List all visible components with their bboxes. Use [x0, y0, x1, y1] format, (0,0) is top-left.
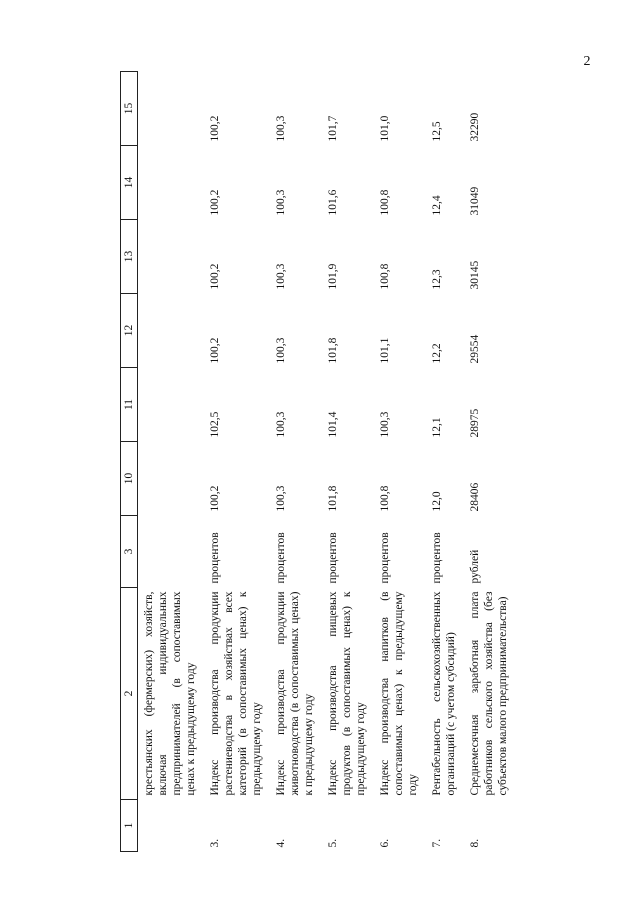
value-cell: 100,3 [275, 337, 287, 364]
row-number: 4. [275, 838, 287, 848]
value-cell: 100,8 [379, 189, 391, 216]
table-header-row [121, 72, 138, 852]
unit-cell: процентов [209, 532, 221, 584]
table-body [121, 72, 513, 852]
row-number: 6. [379, 838, 391, 848]
unit-cell: процентов [379, 532, 391, 584]
indicator-name: Среднемесячная заработная плата работников сельского хозяйства (без субъектов малого предпринимательства) [469, 591, 509, 796]
row-number: 7. [431, 838, 443, 848]
indicator-name: Индекс производства продукции растениеводства в хозяйствах всех категорий (в сопоставимых ценах) к предыдущему году [209, 591, 263, 796]
value-cell: 100,3 [275, 115, 287, 142]
unit-cell: процентов [431, 532, 443, 584]
continuation-row [138, 72, 201, 852]
value-cell: 101,4 [327, 411, 339, 438]
header-cell: 3 [121, 516, 138, 588]
header-cell: 12 [121, 294, 138, 368]
value-cell: 100,2 [209, 485, 221, 512]
value-cell: 100,3 [275, 189, 287, 216]
value-cell: 12,2 [431, 343, 443, 364]
value-cell: 101,9 [327, 263, 339, 290]
value-cell: 102,5 [209, 411, 221, 438]
value-cell: 101,0 [379, 115, 391, 142]
indicator-name: Индекс производства продукции животноводства (в сопоставимых ценах) к предыдущему году [275, 591, 315, 796]
row-number: 3. [209, 838, 221, 848]
value-cell: 30145 [469, 260, 481, 290]
table-row [200, 72, 266, 852]
value-cell: 12,0 [431, 491, 443, 512]
table-row [266, 72, 318, 852]
value-cell: 100,2 [209, 189, 221, 216]
header-cell: 1 [121, 800, 138, 852]
value-cell: 101,7 [327, 115, 339, 142]
value-cell: 101,8 [327, 485, 339, 512]
unit-cell: процентов [327, 532, 339, 584]
value-cell: 31049 [469, 186, 481, 216]
indicator-name: Индекс производства напитков (в сопоставимых ценах) к предыдущему году [379, 591, 419, 796]
value-cell: 100,3 [379, 411, 391, 438]
value-cell: 12,5 [431, 121, 443, 142]
header-cell: 11 [121, 368, 138, 442]
unit-cell: процентов [275, 532, 287, 584]
indicator-name: Индекс производства пищевых продуктов (в сопоставимых ценах) к предыдущему году [327, 591, 367, 796]
value-cell: 100,8 [379, 263, 391, 290]
unit-cell: рублей [469, 549, 481, 584]
value-cell: 29554 [469, 334, 481, 364]
indicator-table [120, 71, 512, 852]
header-cell: 15 [121, 72, 138, 146]
table-row [460, 72, 512, 852]
header-cell: 14 [121, 146, 138, 220]
continuation-text: крестьянских (фермерских) хозяйств, включая индивидуальных предпринимателей (в сопоставимых ценах к предыдущему году [143, 591, 197, 796]
table-row [422, 72, 460, 852]
value-cell: 100,8 [379, 485, 391, 512]
value-cell: 100,2 [209, 337, 221, 364]
value-cell: 12,3 [431, 269, 443, 290]
value-cell: 100,2 [209, 263, 221, 290]
value-cell: 100,3 [275, 411, 287, 438]
value-cell: 101,6 [327, 189, 339, 216]
value-cell: 101,8 [327, 337, 339, 364]
header-cell: 13 [121, 220, 138, 294]
header-cell: 2 [121, 588, 138, 800]
value-cell: 101,1 [379, 337, 391, 364]
value-cell: 100,3 [275, 263, 287, 290]
value-cell: 28406 [469, 482, 481, 512]
header-cell: 10 [121, 442, 138, 516]
value-cell: 12,1 [431, 417, 443, 438]
indicator-name: Рентабельность сельскохозяйственных организаций (с учетом субсидий) [431, 591, 457, 796]
row-number: 5. [327, 838, 339, 848]
value-cell: 32290 [469, 112, 481, 142]
value-cell: 12,4 [431, 195, 443, 216]
value-cell: 100,2 [209, 115, 221, 142]
value-cell: 100,3 [275, 485, 287, 512]
value-cell: 28975 [469, 408, 481, 438]
row-number: 8. [469, 838, 481, 848]
rotated-table-wrapper [120, 72, 540, 852]
table-row [370, 72, 422, 852]
page-number: 2 [583, 54, 591, 69]
table-row [318, 72, 370, 852]
